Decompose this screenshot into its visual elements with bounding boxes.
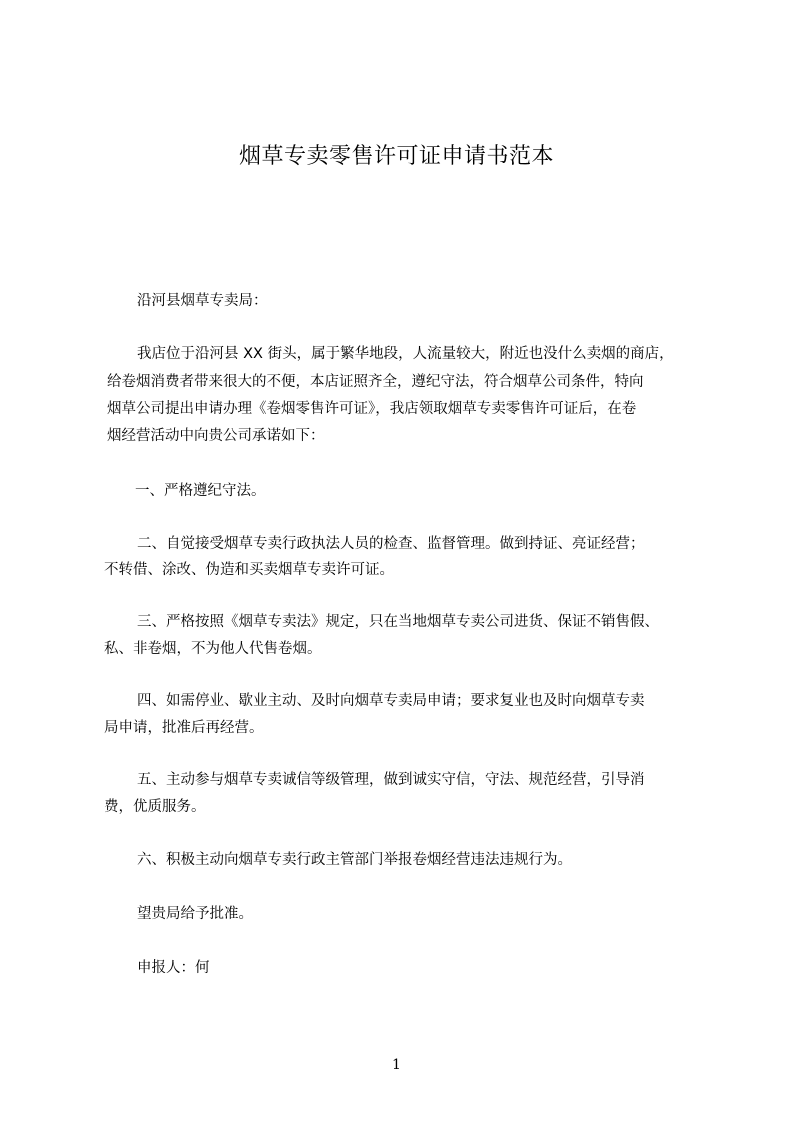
applicant-line: 申报人：何 xyxy=(137,960,210,976)
intro-line-2: 给卷烟消费者带来很大的不便，本店证照齐全，遵纪守法，符合烟草公司条件，特向 xyxy=(107,374,644,390)
page-number: 1 xyxy=(392,1057,401,1073)
intro-line-1: 我店位于沿河县 XX 街头，属于繁华地段，人流量较大，附近也没什么卖烟的商店， xyxy=(137,346,674,362)
salutation: 沿河县烟草专卖局： xyxy=(137,293,268,309)
intro-line-3: 烟草公司提出申请办理《卷烟零售许可证》，我店领取烟草专卖零售许可证后，在卷 xyxy=(107,401,637,417)
item-3-line-2: 私、非卷烟，不为他人代售卷烟。 xyxy=(104,641,322,657)
item-5-line-2: 费，优质服务。 xyxy=(104,799,206,815)
item-4-line-2: 局申请，批准后再经营。 xyxy=(104,720,264,736)
closing-line: 望贵局给予批准。 xyxy=(137,906,253,922)
item-6-line-1: 六、积极主动向烟草专卖行政主管部门举报卷烟经营违法违规行为。 xyxy=(137,852,572,868)
item-2-line-1: 二、自觉接受烟草专卖行政执法人员的检查、监督管理。做到持证、亮证经营； xyxy=(137,536,645,552)
item-5-line-1: 五、主动参与烟草专卖诚信等级管理，做到诚实守信，守法、规范经营，引导消 xyxy=(137,772,645,788)
item-2-line-2: 不转借、涂改、伪造和买卖烟草专卖许可证。 xyxy=(104,562,394,578)
item-1-line-1: 一、严格遵纪守法。 xyxy=(135,483,266,499)
item-4-line-1: 四、如需停业、歇业主动、及时向烟草专卖局申请；要求复业也及时向烟草专卖 xyxy=(137,693,645,709)
document-title: 烟草专卖零售许可证申请书范本 xyxy=(238,144,554,169)
intro-line-4: 烟经营活动中向贵公司承诺如下： xyxy=(107,428,325,444)
item-3-line-1: 三、严格按照《烟草专卖法》规定，只在当地烟草专卖公司进货、保证不销售假、 xyxy=(137,614,659,630)
